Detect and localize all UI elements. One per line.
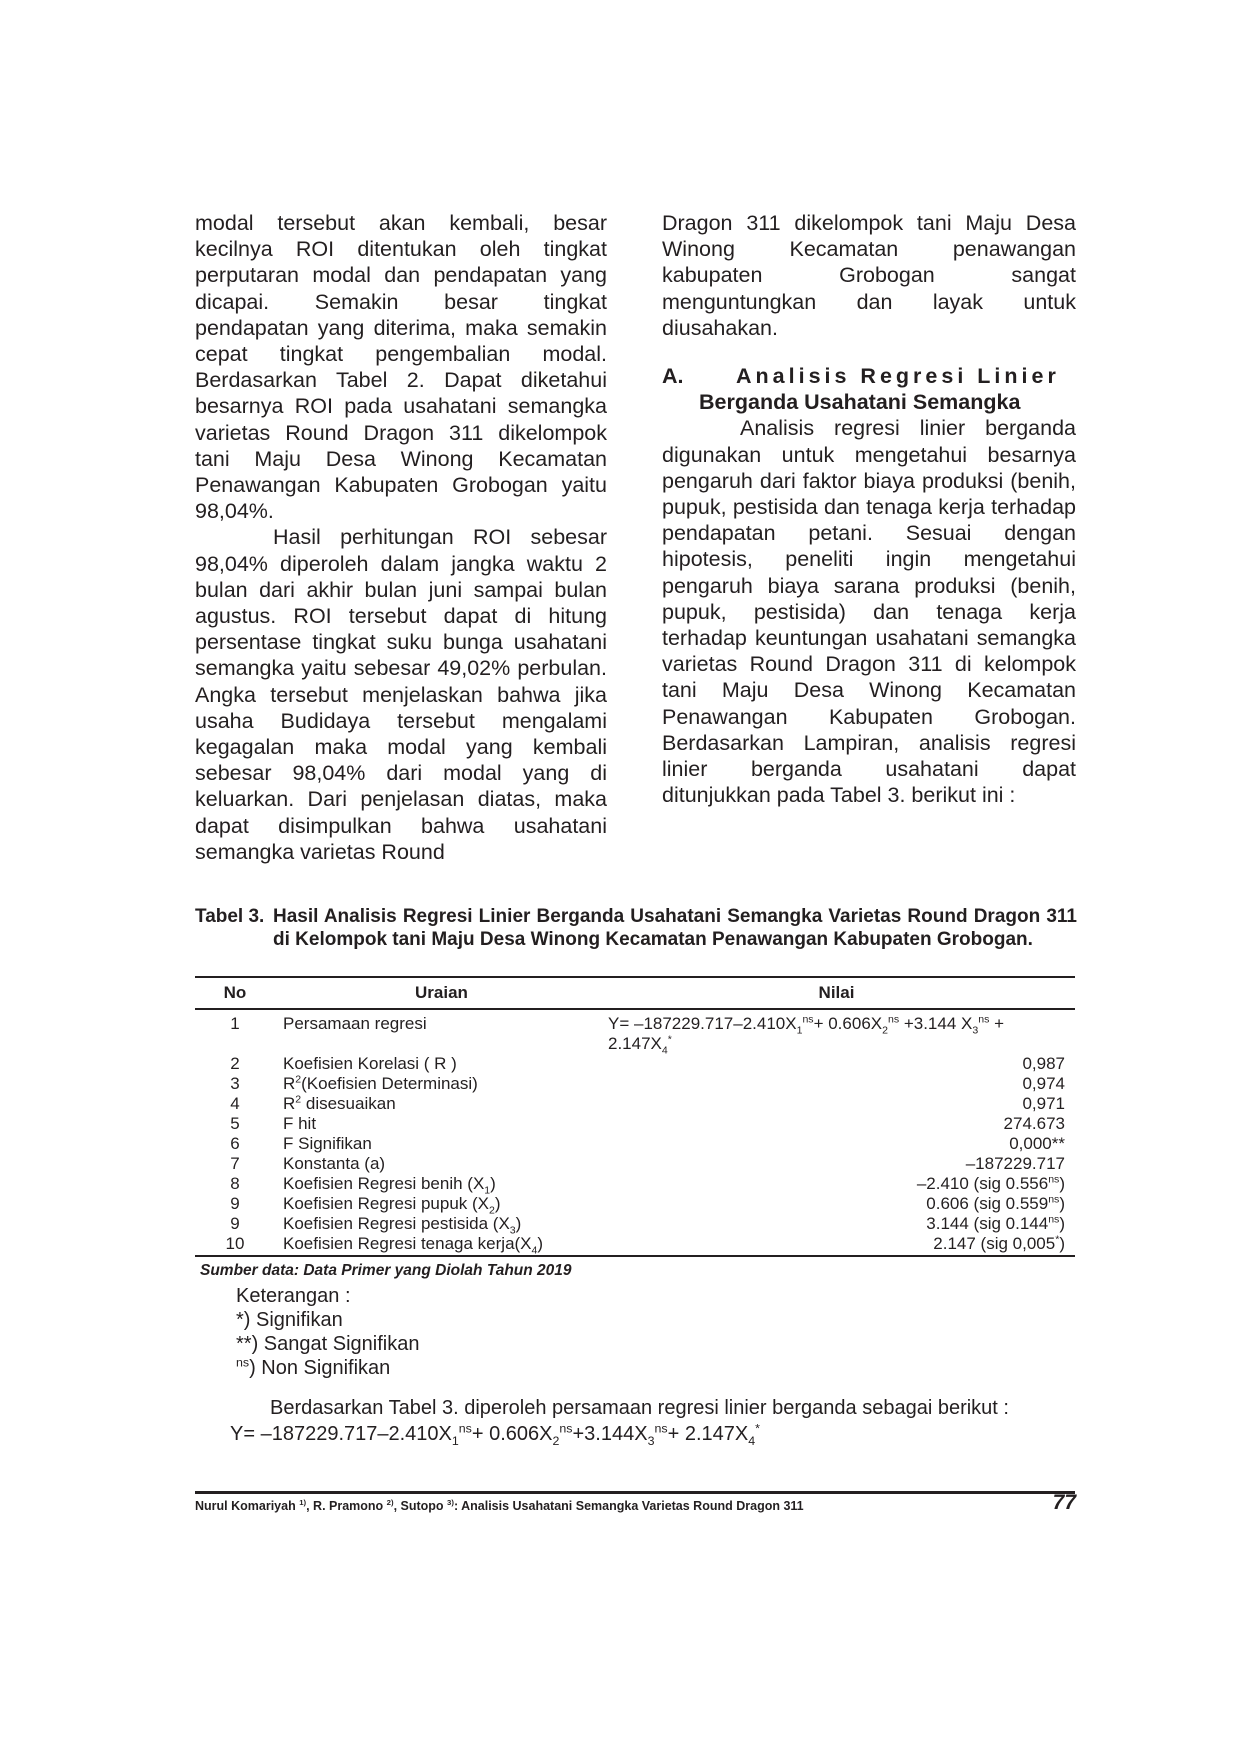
left-column	[195, 210, 607, 865]
note-very-significant: **) Sangat Signifikan	[236, 1333, 420, 1355]
row-nilai: 2.147 (sig 0,005*)	[608, 1234, 1075, 1256]
row-nilai: 0,987	[1022, 1054, 1065, 1073]
table-header-row	[195, 977, 1075, 1009]
section-heading	[662, 363, 1076, 389]
row-uraian: Koefisien Regresi tenaga $kerja(X_4)$	[275, 1234, 608, 1256]
row-no: 9	[230, 1194, 240, 1213]
section-title-line-2: Berganda Usahatani Semangka	[699, 390, 1021, 415]
table-caption-label: Tabel 3.	[195, 906, 265, 927]
row-no: 7	[230, 1154, 240, 1173]
table-row	[195, 1154, 1075, 1174]
row-uraian: Konstanta (a)	[283, 1154, 386, 1173]
row-no: 8	[230, 1174, 240, 1193]
section-letter: A.	[662, 364, 684, 389]
header-nilai: Nilai	[608, 977, 1075, 1009]
row-nilai: 0.606 (sig $0.559^{ns}$)	[926, 1193, 1065, 1213]
section-title-line-1: Analisis Regresi Linier	[736, 364, 1060, 389]
page-number: 77	[1052, 1491, 1076, 1514]
notes-title: Keterangan :	[236, 1285, 351, 1307]
regression-table	[195, 976, 1075, 1257]
row-uraian: $R^2(Koefisien$ Determinasi)	[283, 1073, 478, 1093]
row-no: 3	[230, 1074, 240, 1093]
table-row	[195, 1234, 1075, 1256]
row-nilai: 3.144 (sig $0.144^{ns}$)	[926, 1213, 1065, 1233]
table-row	[195, 1194, 1075, 1214]
row-no: 5	[230, 1114, 240, 1133]
left-paragraph-1: modal tersebut akan kembali, besar kecilnya ROI ditentukan oleh tingkat perputaran modal dan pendapatan yang dicapai. Semakin besar tingkat pendapatan yang diterima, maka semakin cepat tingkat pengembalian modal. Berdasarkan Tabel 2. Dapat diketahui besarnya ROI pada usahatani semangka varietas Round Dragon 311 dikelompok tani Maju Desa Winong Kecamatan Penawangan Kabupaten Grobogan yaitu 98,04%.	[195, 211, 607, 524]
table-row	[195, 1214, 1075, 1234]
closing-sentence: Berdasarkan Tabel 3. diperoleh persamaan regresi linier berganda sebagai berikut :	[270, 1397, 1009, 1419]
spacer	[662, 341, 1076, 363]
row-nilai: –2.410 (sig $0.556^{ns}$)	[916, 1173, 1065, 1193]
row-uraian: Koefisien Regresi pestisida $(X_3)$	[283, 1214, 522, 1237]
right-paragraph-2: Analisis regresi linier berganda digunakan untuk mengetahui besarnya pengaruh dari faktor biaya produksi (benih, pupuk, pestisida dan tenaga kerja terhadap pendapatan petani. Sesuai dengan hipotesis, peneliti ingin mengetahui pengaruh biaya sarana produksi (benih, pupuk, pestisida) dan tenaga kerja terhadap keuntungan usahatani semangka varietas Round Dragon 311 di kelompok tani Maju Desa Winong Kecamatan Penawangan Kabupaten Grobogan. Berdasarkan Lampiran, analisis regresi linier berganda usahatani dapat ditunjukkan pada Tabel 3. berikut ini :	[662, 416, 1076, 808]
table-row	[195, 1074, 1075, 1094]
row-nilai: 274.673	[1003, 1114, 1065, 1133]
row-no: 1	[230, 1014, 240, 1033]
row-no: 6	[230, 1134, 240, 1153]
right-column	[662, 210, 1076, 808]
header-uraian: Uraian	[275, 977, 608, 1009]
row-no: 2	[230, 1054, 240, 1073]
row-nilai: 0,971	[1022, 1094, 1065, 1113]
row-no: 4	[230, 1094, 240, 1113]
row-no: 10	[195, 1234, 275, 1256]
row-uraian: F hit	[283, 1114, 317, 1133]
row-no: 9	[230, 1214, 240, 1233]
regression-formula: $Y= -187229.717-2.410X_1^{ns}+ 0.606X_2^{ns}+3.144X_3^{ns}+ 2.147X_4^*$	[230, 1421, 760, 1448]
row-nilai: 0,000**	[1009, 1134, 1065, 1153]
table-row	[195, 1134, 1075, 1154]
running-footer: Nurul Komariyah $^{1)}$, R. Pramono $^{2)}$, Sutopo $^{3)}$: Analisis Usahatani Semangka Varietas Round Dragon 311	[195, 1497, 804, 1513]
row-uraian: F Signifikan	[283, 1134, 372, 1153]
left-paragraph-2: Hasil perhitungan ROI sebesar 98,04% diperoleh dalam jangka waktu 2 bulan dari akhir bulan juni sampai bulan agustus. ROI tersebut dapat di hitung persentase tingkat suku bunga usahatani semangka yaitu sebesar 49,02% perbulan. Angka tersebut menjelaskan bahwa jika usaha Budidaya tersebut mengalami kegagalan maka modal yang kembali sebesar 98,04% dari modal yang di keluarkan. Dari penjelasan diatas, maka dapat disimpulkan bahwa usahatani semangka varietas Round	[195, 525, 607, 864]
table-caption	[195, 906, 1077, 951]
row-uraian: Koefisien Regresi pupuk $(X_2)$	[283, 1194, 501, 1217]
header-no: No	[195, 977, 275, 1009]
table-row	[195, 1114, 1075, 1134]
regression-equation: $Y= -187229.717-2.410X_1^{ns}+ 0.606X_2^{ns} +3.144$ $X_3^{ns}$ + $2.147X_4^*$	[608, 1013, 1004, 1057]
table-row	[195, 1174, 1075, 1194]
footer-rule	[195, 1491, 1075, 1494]
row-nilai: –187229.717	[965, 1154, 1065, 1173]
row-nilai: 0,974	[1022, 1074, 1065, 1093]
table-notes	[236, 1284, 419, 1380]
note-significant: *) Signifikan	[236, 1309, 343, 1331]
row-uraian: Persamaan regresi	[283, 1014, 427, 1033]
right-paragraph-1: Dragon 311 dikelompok tani Maju Desa Winong Kecamatan penawangan kabupaten Grobogan sangat menguntungkan dan layak untuk diusahakan.	[662, 211, 1076, 340]
table-row	[195, 1094, 1075, 1114]
row-uraian: Koefisien Regresi benih $(X_1)$	[283, 1174, 496, 1197]
row-uraian: $R^2$ disesuaikan	[283, 1093, 396, 1113]
table-row	[195, 1054, 1075, 1074]
note-non-significant: $^{ns}$) Non Signifikan	[236, 1355, 391, 1379]
row-uraian: Koefisien Korelasi ( R )	[283, 1054, 457, 1073]
table-caption-text: Hasil Analisis Regresi Linier Berganda Usahatani Semangka Varietas Round Dragon 311 di Kelompok tani Maju Desa Winong Kecamatan Penawangan Kabupaten Grobogan.	[273, 906, 1077, 950]
table-row	[195, 1009, 1075, 1054]
table-source: Sumber data: Data Primer yang Diolah Tahun 2019	[200, 1262, 572, 1279]
